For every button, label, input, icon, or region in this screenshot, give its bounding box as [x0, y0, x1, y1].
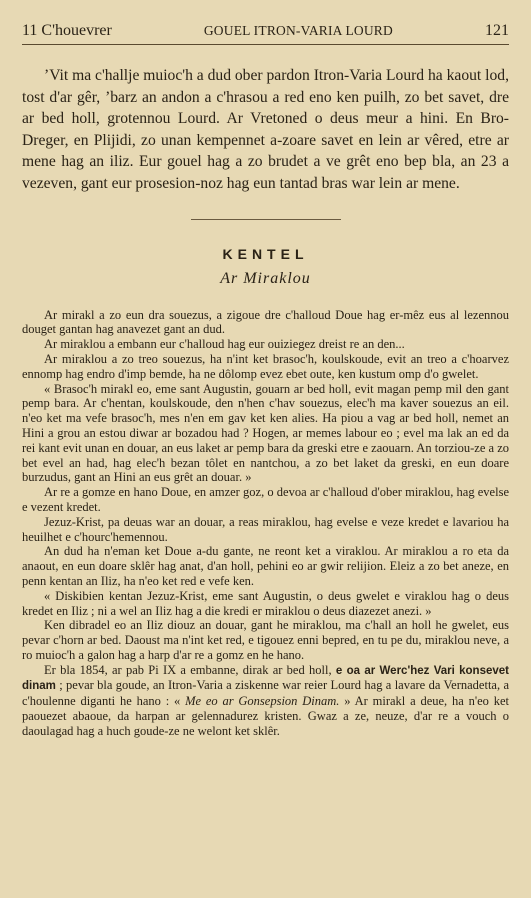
italic-quote: Me eo ar Gonsepsion Dinam. [185, 694, 340, 709]
lesson-body [22, 308, 509, 739]
body-paragraph: Ar re a gomze en hano Doue, en amzer goz, o devoa ar c'halloud d'ober miraklou, hag evelse e vezent kredet. [22, 485, 509, 514]
body-paragraph: Jezuz-Krist, pa deuas war an douar, a reas miraklou, hag evelse e veze kredet e lavariou ha heuilhet e c'hourc'hemennou. [22, 514, 509, 544]
text-segment: ; pevar bla goude, an Itron-Varia a ziskenne war reier Lourd hag a lavare da Vernadetta, a c'houlenne diganti he hano : « [22, 678, 509, 709]
body-paragraph: An dud ha n'eman ket Doue a-du gante, ne reont ket a viraklou. Ar miraklou a ro eta da anaout, en eun doare sklêr hag anat, d'an holl, pehini eo ar gwir relijion. Eleiz a zo bet aneze, en penn kentan an Iliz, ha n'eo ket red e vefe ken. [22, 544, 509, 588]
section-subtitle: Ar Miraklou [220, 269, 311, 287]
body-paragraph: Ar mirakl a zo eun dra souezus, a zigoue dre c'halloud Doue hag er-mêz eus al lezennou douget gantan hag anavezet gant an dud. [22, 307, 509, 337]
running-header [22, 22, 509, 45]
body-paragraph: « Diskibien kentan Jezuz-Krist, eme sant Augustin, o deus gwelet e viraklou hag o deus kredet en Iliz ; ni a wel an Iliz hag a die kredi er miraklou o deus diazezet anezi. » [22, 588, 509, 618]
section-title: KENTEL [222, 245, 309, 262]
text-segment: Er bla 1854, ar pab Pi IX a embanne, dirak ar bed holl, [44, 662, 336, 677]
divider-rule [191, 219, 341, 220]
bold-text-segment: e oa ar Werc'hez Vari konsevet dinam [22, 664, 509, 693]
intro-block [22, 65, 509, 195]
intro-paragraph: ’Vit ma c'hallje muioc'h a dud ober pardon Itron-Varia Lourd ha kaout lod, tost d'ar gêr, ’barz an andon a c'hrasou a red eno ken puilh, zo bet savet, dre ar bed holl, grotennou Lourd. Ar Vretoned o deus meur a hini. En Bro-Dreger, en Plijidi, zo unan kempennet a-zoare savet en lein ar vêred, etre ar mene hag an iliz. Eur gouel hag a zo brudet a ve grêt eno bep bla, an 23 a vezeven, gant eur prosesion-noz hag eun tantad bras war lein ar mene. [22, 67, 509, 192]
body-paragraph: Ar miraklou a zo treo souezus, ha n'int ket brasoc'h, koulskoude, evit an treo a c'hoarvez ennomp hag endro d'imp bemde, ha ne dôlomp evez ebet oute, ken kustum omp d'o gwelet. [22, 351, 509, 381]
text-segment: » Ar mirakl a deue, ha n'eo ket paouezet abaoue, da harpan ar gelennadurez kristen. Gwaz a ze, neuze, d'ar re a vouch o daoulagad hag a huch goude-ze ne welont ket sklêr. [22, 694, 509, 738]
page-number: 121 [484, 22, 509, 39]
body-paragraph: « Brasoc'h mirakl eo, eme sant Augustin, gouarn ar bed holl, evit magan pemp mil den gant pemp bara. Ar c'hentan, koulskoude, den n'hen c'hav souezus, elec'h ma kaver souezus an eil. n'eo ket ma vefe brasoc'h, mes n'en em gav ket ken alies. Ha piou a vag ar bed holl, nemet an Hini a grou an estou diwar ar bozadou had ? Hogen, ar memes labour eo ; evel ma lak an ed da rei kant evit unan en douar, an eus laket ar pemp bara da greski etre e zaouarn. An torziou-ze a zo bet evel an had, hag elec'h bezan tôlet en nantchou, a zo bet laket da greski, en eun doare burzudus, gant an Hini an eus grêt an douar. » [22, 381, 509, 485]
body-paragraph-last [22, 663, 509, 739]
header-title: GOUEL ITRON-VARIA LOURD [203, 23, 393, 38]
body-paragraph: Ar miraklou a embann eur c'halloud hag eur ouiziegez dreist re an den... [44, 337, 405, 352]
header-date: 11 C'houevrer [22, 22, 112, 39]
body-paragraph: Ken dibradel eo an Iliz diouz an douar, gant he miraklou, ma c'hall an holl he gwelet, eus pevar c'horn ar bed. Daoust ma n'int ket red, e tigouez enni bepred, en tu pe du, miraklou neve, a ro muioc'h a galon hag a harp d'ar re a gomz en he hano. [22, 618, 509, 662]
